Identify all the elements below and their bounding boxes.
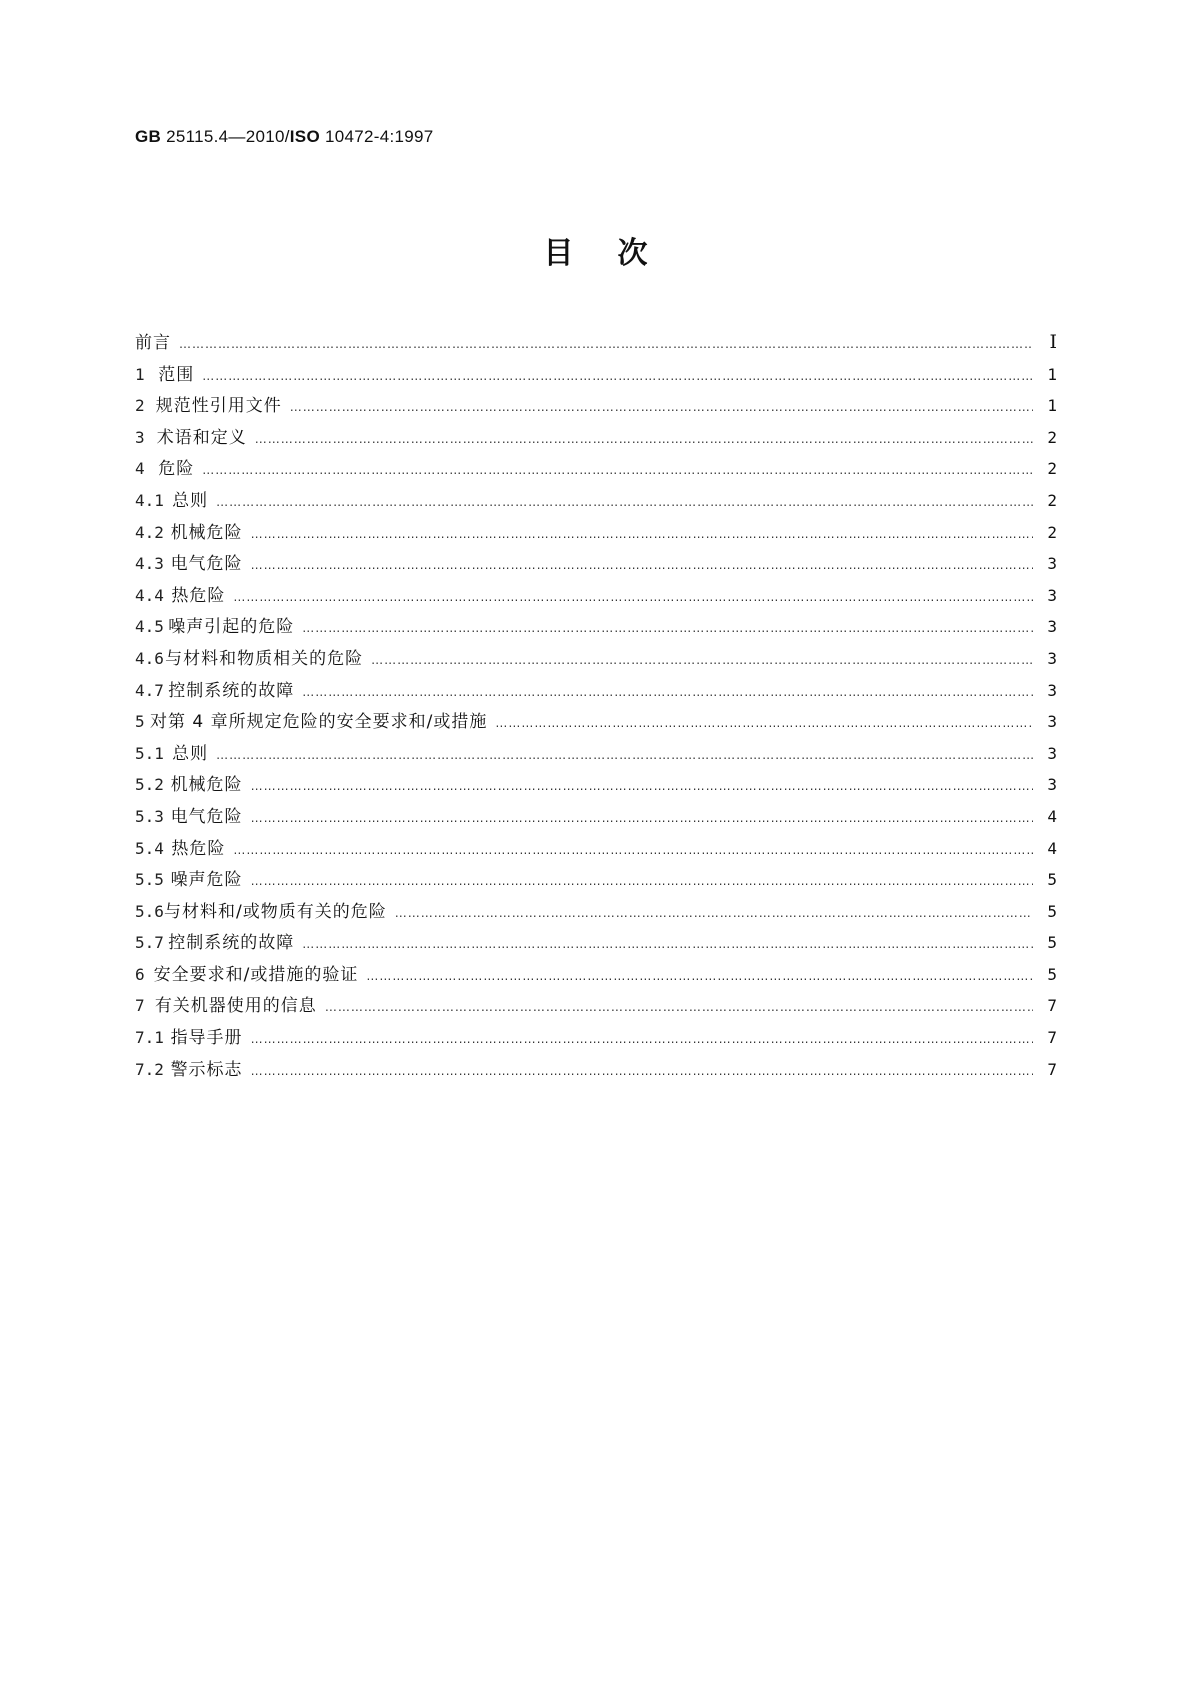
toc-entry-page: 3 — [1047, 554, 1057, 574]
toc-entry-number: 4.5 — [135, 617, 164, 637]
toc-entry[interactable] — [135, 676, 1057, 708]
toc-leader-dots — [302, 685, 1033, 699]
toc-entry-title: 与材料和物质相关的危险 — [165, 648, 364, 669]
toc-entry[interactable] — [135, 1023, 1057, 1055]
toc-entry[interactable] — [135, 834, 1057, 866]
toc-entry[interactable] — [135, 770, 1057, 802]
toc-entry[interactable] — [135, 581, 1057, 613]
toc-entry-number: 1 — [135, 364, 145, 384]
toc-entry-number: 5.4 — [135, 838, 164, 858]
toc-entry-page: 5 — [1047, 901, 1057, 921]
toc-entry-page: 4 — [1047, 838, 1057, 858]
toc-entry[interactable] — [135, 549, 1057, 581]
toc-entry-title: 机械危险 — [170, 522, 243, 543]
table-of-contents — [135, 328, 1057, 1086]
toc-leader-dots — [371, 653, 1033, 667]
toc-entry-number: 5 — [135, 712, 145, 732]
page-title: 目次 — [543, 236, 692, 271]
toc-leader-dots — [179, 337, 1033, 351]
toc-entry-number: 5.6 — [135, 901, 164, 921]
toc-entry-title: 安全要求和/或措施的验证 — [153, 964, 359, 985]
toc-entry-page: 7 — [1047, 1059, 1057, 1079]
toc-entry-page: 3 — [1047, 775, 1057, 795]
toc-entry-title: 噪声引起的危险 — [168, 617, 295, 638]
toc-entry-number: 7.1 — [135, 1028, 164, 1048]
toc-entry-number: 2 — [135, 396, 145, 416]
toc-leader-dots — [290, 400, 1033, 414]
toc-entry-page: 2 — [1047, 522, 1057, 542]
toc-entry-title: 规范性引用文件 — [155, 396, 282, 417]
toc-leader-dots — [233, 843, 1033, 857]
toc-entry-page: 2 — [1047, 459, 1057, 479]
toc-entry[interactable] — [135, 1055, 1057, 1087]
toc-entry-number: 4.4 — [135, 585, 164, 605]
toc-entry-page: 3 — [1047, 585, 1057, 605]
toc-entry-number: 4.1 — [135, 490, 164, 510]
toc-entry[interactable] — [135, 865, 1057, 897]
toc-entry-number: 3 — [135, 427, 145, 447]
toc-entry-page: 4 — [1047, 806, 1057, 826]
toc-entry-title: 危险 — [158, 459, 195, 480]
toc-entry-page: 2 — [1047, 427, 1057, 447]
toc-leader-dots — [495, 716, 1033, 730]
toc-leader-dots — [202, 463, 1033, 477]
toc-entry-title: 电气危险 — [170, 806, 243, 827]
toc-entry-title: 有关机器使用的信息 — [154, 996, 317, 1017]
toc-leader-dots — [251, 874, 1033, 888]
toc-entry-title: 对第 4 章所规定危险的安全要求和/或措施 — [150, 712, 488, 733]
toc-leader-dots — [251, 1032, 1033, 1046]
toc-entry-page: 1 — [1047, 364, 1057, 384]
toc-entry-number: 5.7 — [135, 933, 164, 953]
toc-entry-number: 6 — [135, 964, 145, 984]
toc-leader-dots — [251, 811, 1033, 825]
toc-entry-number: 5.5 — [135, 870, 164, 890]
standard-code — [135, 127, 434, 147]
iso-number: 10472-4:1997 — [325, 127, 434, 146]
toc-entry[interactable] — [135, 518, 1057, 550]
toc-entry[interactable] — [135, 707, 1057, 739]
toc-entry[interactable] — [135, 360, 1057, 392]
toc-entry-title: 与材料和/或物质有关的危险 — [164, 901, 387, 922]
toc-entry-number: 4.7 — [135, 680, 164, 700]
toc-entry-page: 2 — [1047, 490, 1057, 510]
toc-entry-number: 7 — [135, 996, 145, 1016]
toc-entry-number: 7.2 — [135, 1059, 164, 1079]
toc-entry-number: 5.1 — [135, 743, 164, 763]
toc-leader-dots — [251, 779, 1033, 793]
toc-entry-page: 7 — [1047, 996, 1057, 1016]
toc-entry[interactable] — [135, 423, 1057, 455]
toc-entry[interactable] — [135, 328, 1057, 360]
toc-leader-dots — [302, 621, 1033, 635]
toc-entry-title: 前言 — [135, 333, 171, 353]
toc-entry[interactable] — [135, 802, 1057, 834]
toc-leader-dots — [251, 527, 1033, 541]
toc-entry-title: 总则 — [172, 743, 209, 764]
toc-entry[interactable] — [135, 454, 1057, 486]
toc-entry-number: 4 — [135, 459, 145, 479]
toc-entry-title: 热危险 — [171, 838, 226, 859]
toc-entry[interactable] — [135, 960, 1057, 992]
toc-entry-title: 指导手册 — [170, 1028, 243, 1049]
toc-entry-title: 热危险 — [171, 585, 226, 606]
toc-entry[interactable] — [135, 612, 1057, 644]
toc-entry[interactable] — [135, 486, 1057, 518]
toc-entry-number: 5.2 — [135, 775, 164, 795]
toc-leader-dots — [251, 558, 1033, 572]
toc-entry-page: 3 — [1047, 743, 1057, 763]
toc-entry-title: 范围 — [158, 364, 195, 385]
toc-entry-page: 1 — [1047, 396, 1057, 416]
iso-prefix: ISO — [289, 127, 320, 146]
toc-entry[interactable] — [135, 739, 1057, 771]
toc-entry-page: 3 — [1047, 712, 1057, 732]
toc-entry-title: 警示标志 — [170, 1059, 243, 1080]
toc-entry-title: 总则 — [172, 490, 209, 511]
toc-leader-dots — [233, 590, 1033, 604]
toc-entry-page: 5 — [1047, 964, 1057, 984]
toc-leader-dots — [366, 969, 1033, 983]
toc-entry-page: 3 — [1047, 648, 1057, 668]
toc-entry[interactable] — [135, 897, 1057, 929]
toc-entry[interactable] — [135, 644, 1057, 676]
toc-entry[interactable] — [135, 928, 1057, 960]
toc-entry-number: 4.2 — [135, 522, 164, 542]
standard-number: 25115.4—2010/ — [166, 127, 290, 146]
toc-entry-page: 7 — [1047, 1028, 1057, 1048]
toc-entry-number: 4.6 — [135, 648, 164, 668]
toc-entry-title: 电气危险 — [170, 554, 243, 575]
toc-entry-page: 5 — [1047, 933, 1057, 953]
standard-prefix: GB — [135, 127, 162, 146]
toc-leader-dots — [251, 1064, 1033, 1078]
toc-leader-dots — [202, 369, 1033, 383]
toc-entry-page: 5 — [1047, 870, 1057, 890]
toc-entry[interactable] — [135, 391, 1057, 423]
toc-entry-title: 控制系统的故障 — [168, 680, 295, 701]
toc-leader-dots — [216, 495, 1033, 509]
toc-leader-dots — [255, 432, 1033, 446]
toc-leader-dots — [325, 1000, 1033, 1014]
toc-leader-dots — [395, 906, 1033, 920]
toc-entry-page: 3 — [1047, 680, 1057, 700]
toc-leader-dots — [302, 937, 1033, 951]
toc-entry-number: 5.3 — [135, 806, 164, 826]
toc-entry-page: 3 — [1047, 617, 1057, 637]
toc-entry-title: 噪声危险 — [170, 870, 243, 891]
toc-entry-title: 术语和定义 — [156, 427, 247, 448]
toc-entry-title: 控制系统的故障 — [168, 933, 295, 954]
toc-entry-number: 4.3 — [135, 554, 164, 574]
toc-entry-page: Ⅰ — [1049, 331, 1057, 353]
toc-entry[interactable] — [135, 991, 1057, 1023]
toc-leader-dots — [216, 748, 1033, 762]
toc-entry-title: 机械危险 — [170, 775, 243, 796]
